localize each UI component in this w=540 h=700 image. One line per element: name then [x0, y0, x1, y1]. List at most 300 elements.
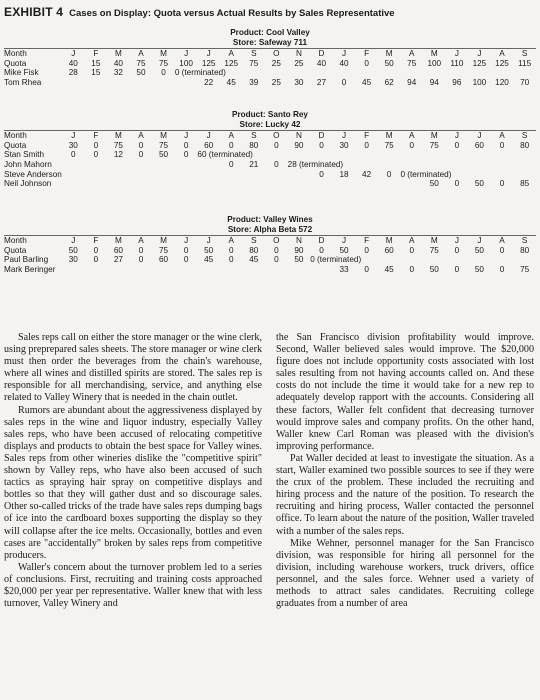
table-cell: 125	[224, 58, 239, 68]
table-cell: 75	[384, 140, 394, 150]
table-cell	[107, 78, 130, 88]
table-cell	[400, 179, 423, 189]
table-cell: A	[409, 131, 415, 141]
table-cell	[85, 179, 108, 189]
section-santo-rey	[4, 110, 536, 189]
table-row	[4, 246, 536, 256]
table-cell: J	[184, 236, 189, 246]
table-cell: S	[521, 49, 528, 59]
table-cell: 50	[158, 150, 169, 160]
table-cell: J	[184, 49, 189, 59]
table-cell: M	[430, 49, 438, 59]
table-cell: 0	[274, 140, 279, 150]
table-cell: M	[430, 236, 438, 246]
table-cell: 90	[294, 140, 304, 150]
table-cell	[288, 265, 311, 275]
table-cell: 80	[249, 245, 259, 255]
table-cell: F	[93, 236, 99, 246]
table-cell	[197, 170, 220, 180]
table-cell: 0	[341, 78, 347, 88]
table-cell	[333, 179, 356, 189]
table-cell	[355, 160, 378, 170]
table-cell	[243, 68, 266, 78]
table-cell: 0	[364, 245, 369, 255]
table-row	[4, 179, 536, 189]
table-cell: 80	[520, 245, 530, 255]
row-label: Month	[4, 49, 27, 59]
table-cell: 30	[339, 140, 349, 150]
table-cell	[310, 68, 333, 78]
table-cell: 0	[454, 179, 460, 189]
table-cell	[423, 160, 446, 170]
table-cell	[152, 78, 175, 88]
row-label: Mike Fisk	[4, 68, 39, 78]
table-cell	[423, 68, 446, 78]
table-cell: 28	[68, 68, 78, 78]
table-cell: 28 (terminated)	[287, 160, 344, 170]
row-label: Paul Barling	[4, 255, 49, 265]
table-cell: J	[477, 236, 482, 246]
table-cell	[85, 160, 108, 170]
table-cell: J	[454, 131, 459, 141]
table-cell: J	[71, 236, 76, 246]
table-cell: 0	[274, 255, 279, 265]
table-cell: 0	[499, 179, 505, 189]
table-cell: 45	[362, 78, 372, 88]
table-cell: 100	[472, 78, 487, 88]
table-cell	[491, 68, 514, 78]
table-row	[4, 160, 536, 170]
table-cell: 45	[226, 78, 236, 88]
table-cell	[288, 150, 311, 160]
table-cell	[378, 160, 401, 170]
table-cell: 110	[450, 58, 464, 68]
table-cell: 45	[249, 255, 259, 265]
table-cell: 60	[474, 140, 484, 150]
row-label: Tom Rhea	[4, 78, 42, 88]
table-cell: 50	[474, 245, 484, 255]
table-cell: 75	[113, 140, 123, 150]
table-cell	[62, 170, 85, 180]
row-label: Stan Smith	[4, 150, 45, 160]
table-cell: 75	[158, 140, 169, 150]
table-cell	[513, 68, 536, 78]
table-cell: A	[409, 49, 415, 59]
table-cell	[243, 170, 266, 180]
table-cell: J	[477, 49, 482, 59]
table-cell: M	[430, 131, 438, 141]
paragraph: Rumors are abundant about the aggressiveness displayed by sales reps in the wine and liquor industry, especially Valley sales reps, who have been accused of relocating competitive displays and products to obtain the best space for Valley wines. Sales reps from other wineries dislike the "competitive spirit" shown by Valley reps, who have also been accused of such tactics as spraying hair spray on competitive displays and bottles so that they will gather dust and so discourage sales. Other so-called tricks of the trade have sales reps dumping bags of ice into the cardboard boxes supporting the display so they will collapse after the ice melts. Occasionally, bottles and even cases are "accidentally" broken by sales reps from competitive producers.	[4, 404, 262, 561]
table-cell	[197, 160, 220, 170]
table-cell: F	[364, 131, 370, 141]
table-cell: M	[160, 49, 167, 59]
table-cell: J	[71, 131, 76, 141]
table-cell: 27	[113, 255, 123, 265]
table-cell: 120	[495, 78, 509, 88]
table-cell	[130, 160, 153, 170]
table-cell: 100	[179, 58, 193, 68]
table-cell	[62, 265, 85, 275]
table-cell: 0	[183, 150, 189, 160]
table-cell	[446, 255, 469, 265]
table-cell	[152, 179, 175, 189]
table-row	[4, 150, 536, 160]
table-cell	[513, 255, 536, 265]
table-cell	[265, 265, 288, 275]
table-cell: M	[160, 131, 167, 141]
table-cell	[175, 78, 198, 88]
table-cell: 50	[294, 255, 304, 265]
table-cell: 25	[271, 58, 281, 68]
table-cell	[310, 179, 333, 189]
table-cell	[265, 150, 288, 160]
table-cell: 0 (terminated)	[400, 169, 452, 179]
table-cell	[310, 265, 333, 275]
table-cell: 32	[113, 68, 123, 78]
table-cell: 40	[68, 58, 78, 68]
table-cell	[446, 68, 469, 78]
table-cell	[491, 255, 514, 265]
table-cell: 0 (terminated)	[174, 68, 226, 78]
exhibit-header	[4, 3, 395, 21]
text-column-right	[276, 332, 534, 610]
table-cell	[446, 160, 469, 170]
table-cell: J	[184, 131, 189, 141]
table-cell: 0	[454, 265, 460, 275]
table-cell: 45	[204, 255, 214, 265]
table-cell: M	[385, 49, 393, 59]
table-cell	[355, 150, 378, 160]
table-cell: 75	[429, 245, 439, 255]
table-cell: J	[342, 236, 347, 246]
table-cell: M	[115, 49, 122, 59]
table-cell	[400, 68, 423, 78]
table-cell	[85, 78, 108, 88]
table-cell: 0	[228, 245, 234, 255]
table-cell: A	[228, 131, 234, 141]
table-row	[4, 68, 536, 78]
table-cell	[378, 150, 401, 160]
table-cell	[85, 265, 108, 275]
table-cell: J	[454, 236, 459, 246]
table-cell: 0	[364, 58, 369, 68]
table-cell	[310, 150, 333, 160]
table-cell: 0	[319, 169, 324, 179]
table-cell: 0	[138, 255, 144, 265]
table-cell: 70	[520, 78, 530, 88]
table-cell: 0	[183, 255, 189, 265]
table-cell: N	[295, 49, 302, 59]
table-cell	[220, 179, 243, 189]
table-cell: 30	[294, 78, 304, 88]
table-cell: 12	[113, 150, 123, 160]
table-cell: 0	[364, 265, 369, 275]
table-cell	[446, 150, 469, 160]
table-cell: M	[115, 131, 122, 141]
table-cell: 25	[294, 58, 304, 68]
section-valley-wines	[4, 215, 536, 275]
table-cell	[513, 170, 536, 180]
table-cell: J	[206, 236, 211, 246]
table-cell: 0	[499, 265, 505, 275]
quota-table	[4, 236, 536, 274]
product-header	[4, 215, 536, 234]
table-cell	[175, 179, 198, 189]
table-cell	[175, 265, 198, 275]
table-cell: 60 (terminated)	[197, 150, 253, 160]
table-cell: F	[93, 49, 99, 59]
table-cell: A	[138, 131, 144, 141]
table-cell	[513, 160, 536, 170]
table-cell	[62, 160, 85, 170]
table-cell: D	[318, 131, 325, 141]
table-cell: M	[160, 236, 167, 246]
table-cell	[220, 170, 243, 180]
row-label: John Mahorn	[4, 160, 52, 170]
row-label: Quota	[4, 245, 27, 255]
table-cell: 0 (terminated)	[310, 255, 362, 265]
table-cell: 85	[520, 179, 530, 189]
row-label: Neil Johnson	[4, 179, 52, 189]
table-cell	[355, 68, 378, 78]
product-header	[4, 110, 536, 129]
table-cell: N	[295, 131, 302, 141]
paragraph: Sales reps call on either the store manager or the wine clerk, using preprepared sales sheets. The store manager or wine clerk must then order the beverages from the chain's warehouse, where all wines and distilled spirits are stored. The sales rep is responsible for all merchandising, service, and anything else related to Valley Winery that is needed in the chain outlet.	[4, 332, 262, 404]
table-cell: S	[521, 131, 528, 141]
table-cell: 0	[228, 160, 234, 170]
table-cell: 50	[204, 245, 214, 255]
table-row	[4, 255, 536, 265]
table-row	[4, 59, 536, 69]
table-cell: 0	[71, 150, 76, 160]
table-row	[4, 265, 536, 275]
table-cell: J	[206, 49, 211, 59]
table-cell	[400, 160, 423, 170]
quota-table	[4, 49, 536, 87]
table-cell: 0	[499, 245, 505, 255]
paragraph: the San Francisco division profitability would improve. Second, Waller believed sales would improve. The $20,000 figure does not include opportunity costs associated with lost sales resulting from not having accounts called on. And these costs do not include the time it would take for a new rep to adequately develop rapport with the accounts. Considering all these factors, Waller felt confident that decreasing turnover would improve sales and company profits. On the other hand, Waller knew Carl Roman was pleased with the division's improving performance.	[276, 332, 534, 452]
store-name: Store: Lucky 42	[239, 119, 301, 129]
table-cell	[378, 179, 401, 189]
table-row	[4, 49, 536, 59]
table-cell: 0	[454, 140, 460, 150]
row-label: Month	[4, 131, 27, 141]
table-cell: O	[273, 236, 280, 246]
table-cell	[468, 68, 491, 78]
exhibit-number: EXHIBIT 4	[4, 5, 64, 19]
table-cell: 125	[495, 58, 509, 68]
table-cell: 33	[339, 265, 349, 275]
table-cell: 27	[316, 78, 327, 88]
table-cell: 60	[113, 245, 123, 255]
table-cell	[220, 265, 243, 275]
table-cell: J	[71, 49, 76, 59]
table-cell: 0	[409, 140, 415, 150]
table-cell: 62	[384, 78, 394, 88]
table-cell: 40	[113, 58, 123, 68]
table-cell	[62, 179, 85, 189]
table-cell: D	[318, 236, 325, 246]
table-cell: 45	[384, 265, 394, 275]
table-cell: 22	[204, 78, 214, 88]
table-cell	[85, 170, 108, 180]
table-cell: F	[93, 131, 99, 141]
table-cell: 30	[68, 255, 78, 265]
table-cell: 18	[339, 169, 349, 179]
table-cell	[130, 179, 153, 189]
table-cell: 60	[204, 140, 214, 150]
table-cell: J	[477, 131, 482, 141]
table-cell: 0	[183, 245, 189, 255]
table-cell: 0	[409, 245, 415, 255]
table-cell	[468, 160, 491, 170]
table-cell	[130, 170, 153, 180]
row-label: Mark Beringer	[4, 265, 56, 275]
table-cell: 50	[474, 179, 484, 189]
table-cell	[378, 68, 401, 78]
table-cell: M	[385, 236, 393, 246]
table-cell	[197, 179, 220, 189]
table-cell	[265, 170, 288, 180]
table-cell: A	[499, 49, 505, 59]
table-cell: A	[499, 131, 505, 141]
table-cell: S	[251, 236, 257, 246]
table-cell: F	[364, 49, 370, 59]
table-cell	[152, 160, 175, 170]
table-cell	[288, 179, 311, 189]
table-cell: 30	[68, 140, 78, 150]
table-cell	[152, 170, 175, 180]
table-cell: A	[409, 236, 415, 246]
table-cell: 40	[339, 58, 349, 68]
table-cell: 21	[249, 160, 259, 170]
table-cell	[288, 68, 311, 78]
table-cell: 94	[407, 78, 417, 88]
table-cell: 90	[294, 245, 304, 255]
table-cell: F	[364, 236, 370, 246]
table-cell: 0	[161, 68, 166, 78]
table-cell	[107, 170, 130, 180]
table-cell	[400, 255, 423, 265]
table-cell: 15	[91, 58, 101, 68]
table-cell: D	[318, 49, 325, 59]
table-cell: 0	[319, 245, 324, 255]
table-cell: 125	[472, 58, 487, 68]
table-cell	[491, 150, 514, 160]
paragraph: Waller's concern about the turnover problem led to a series of conclusions. First, recruiting and training costs approached $20,000 per year per representative. Waller knew that with less turnover, Valley Winery and	[4, 561, 262, 610]
table-cell: 115	[518, 58, 532, 68]
table-cell	[175, 170, 198, 180]
store-name: Store: Safeway 711	[232, 37, 308, 47]
product-name: Product: Santo Rey	[232, 110, 308, 119]
table-row	[4, 141, 536, 151]
table-cell: J	[342, 131, 347, 141]
table-cell: 50	[429, 179, 439, 189]
table-cell: 80	[520, 140, 530, 150]
table-cell: O	[273, 49, 280, 59]
table-cell: 0	[499, 140, 505, 150]
table-cell	[152, 265, 175, 275]
table-cell	[197, 265, 220, 275]
table-cell: 125	[201, 58, 216, 68]
table-cell	[265, 179, 288, 189]
table-cell	[107, 265, 130, 275]
text-column-left	[4, 332, 262, 610]
table-cell	[423, 255, 446, 265]
table-cell: 50	[68, 245, 78, 255]
table-cell	[468, 150, 491, 160]
table-cell	[468, 255, 491, 265]
table-cell: 50	[136, 68, 146, 78]
table-cell: 75	[429, 140, 439, 150]
table-cell: 0	[409, 265, 415, 275]
product-name: Product: Cool Valley	[230, 28, 310, 37]
row-label: Steve Anderson	[4, 169, 62, 179]
table-cell: 94	[429, 78, 439, 88]
table-cell	[107, 179, 130, 189]
section-cool-valley	[4, 28, 536, 88]
table-cell	[243, 179, 266, 189]
store-name: Store: Alpha Beta 572	[227, 224, 313, 234]
table-cell: A	[228, 236, 234, 246]
table-cell: 0	[274, 245, 279, 255]
table-cell	[333, 68, 356, 78]
table-cell: 96	[452, 78, 462, 88]
table-cell: 50	[429, 265, 439, 275]
table-cell	[400, 150, 423, 160]
table-cell: 40	[316, 58, 327, 68]
exhibit-title: Cases on Display: Quota versus Actual Results by Sales Representative	[69, 8, 395, 19]
product-name: Product: Valley Wines	[227, 215, 313, 224]
table-cell: 0	[93, 245, 99, 255]
table-cell	[491, 160, 514, 170]
table-cell: 50	[474, 265, 484, 275]
table-cell: S	[521, 236, 528, 246]
table-cell: 0	[138, 150, 144, 160]
table-cell: M	[385, 131, 393, 141]
paragraph: Pat Waller decided at least to investigate the situation. As a start, Waller examined two possible sources to see if they were the crux of the problem. These included the recruiting and hiring process and the nature of the position. To research the recruiting and hiring process, Waller contacted the personnel office. To learn about the nature of the position, Waller traveled with a number of the sales reps.	[276, 452, 534, 537]
table-cell: J	[206, 131, 211, 141]
table-cell: 75	[158, 245, 169, 255]
table-row	[4, 170, 536, 180]
table-cell: O	[273, 131, 280, 141]
table-cell: 15	[91, 68, 101, 78]
table-cell: 0	[319, 140, 324, 150]
table-row	[4, 236, 536, 246]
table-cell: 0	[93, 150, 99, 160]
table-cell: 80	[249, 140, 259, 150]
quota-table	[4, 131, 536, 189]
table-cell: 60	[384, 245, 394, 255]
table-cell	[355, 179, 378, 189]
table-cell	[468, 170, 491, 180]
table-cell	[243, 265, 266, 275]
table-cell	[423, 150, 446, 160]
row-label: Quota	[4, 58, 27, 68]
table-cell: 39	[249, 78, 259, 88]
table-cell: 0	[138, 245, 144, 255]
table-cell: J	[454, 49, 459, 59]
table-row	[4, 131, 536, 141]
table-cell: J	[342, 49, 347, 59]
table-cell	[62, 78, 85, 88]
paragraph: Mike Wehner, personnel manager for the San Francisco division, was responsible for hiring all personnel for the division, including warehouse workers, truck drivers, office personnel, and the sales force. Wehner used a variety of methods to attract sales candidates. Recruiting college graduates from a number of area	[276, 537, 534, 610]
table-cell	[378, 255, 401, 265]
table-cell	[513, 150, 536, 160]
table-cell: 25	[271, 78, 281, 88]
table-cell: 0	[138, 140, 144, 150]
table-cell: A	[138, 49, 144, 59]
